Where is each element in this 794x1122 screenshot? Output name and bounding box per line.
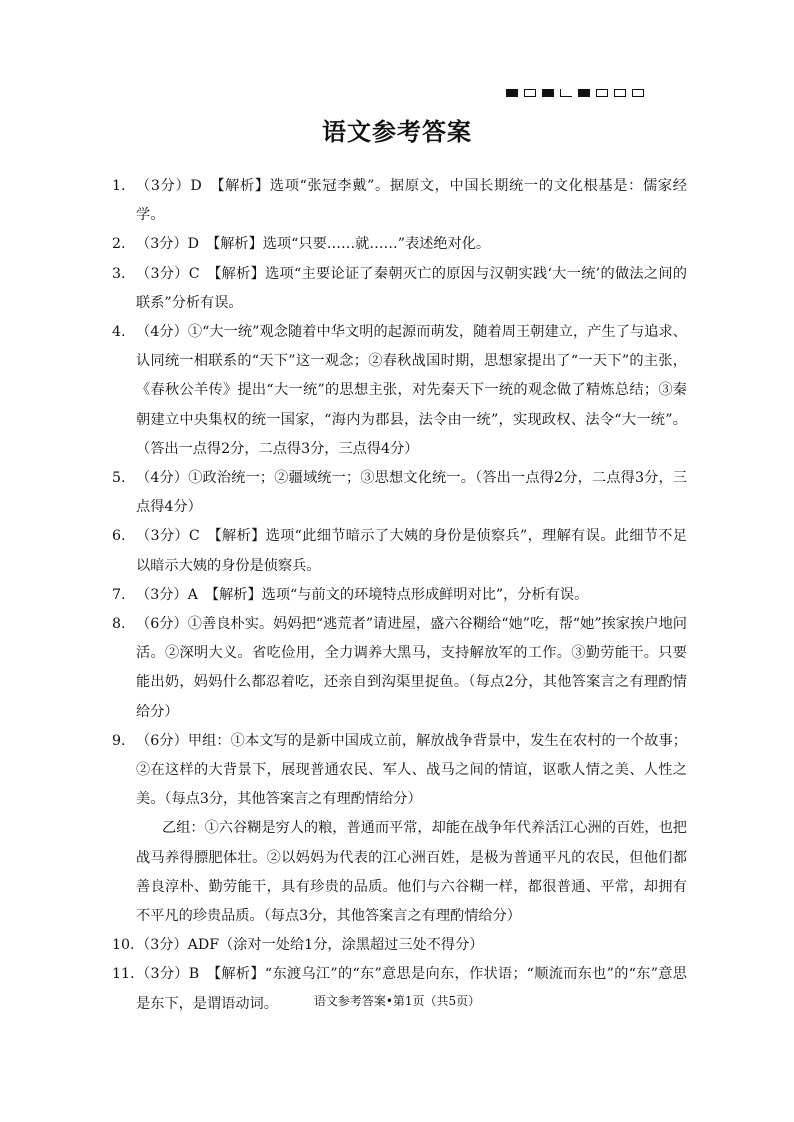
answer-mark	[506, 89, 518, 97]
answer-mark	[632, 89, 644, 97]
item-number: 9.	[112, 732, 126, 749]
item-text: （4分）①“大一统”观念随着中华文明的起源而萌发，随着周王朝建立，产生了与追求、认同统一相联系的“天下”这一观念；②春秋战国时期，思想家提出了“一天下”的主张，《春秋公羊传》提出“大一统”的思想主张，对先秦天下一统的观念做了精炼总结；③秦朝建立中央集权的统一国家，“海内为郡县，法令由一统”，实现政权、法令“大一统”。（答出一点得2分，二点得3分，三点得4分）	[136, 324, 687, 457]
answer-item-10	[112, 931, 687, 960]
item-text: （3分）C 【解析】选项“主要论证了秦朝灭亡的原因与汉朝实践‘大一统’的做法之间的联系”分析有误。	[136, 265, 687, 311]
item-number: 7.	[112, 586, 126, 603]
item-text: （6分）甲组：①本文写的是新中国成立前，解放战争背景中，发生在农村的一个故事；②在这样的大背景下，展现普通农民、军人、战马之间的情谊，讴歌人情之美、人性之美。（每点3分，其他答案言之有理酌情给分）	[136, 732, 687, 808]
answer-item-8	[112, 610, 687, 727]
answer-list	[112, 172, 687, 1019]
answer-item-3	[112, 260, 687, 318]
item-text: （3分）D 【解析】选项“张冠李戴”。据原文，中国长期统一的文化根基是：儒家经学。	[136, 178, 687, 224]
answer-mark	[614, 89, 626, 97]
item-number: 11.	[112, 966, 135, 983]
item-text: （3分）ADF（涂对一处给1分，涂黑超过三处不得分）	[136, 937, 484, 954]
answer-item-6	[112, 522, 687, 580]
item-number: 1.	[112, 178, 126, 194]
answer-item-4	[112, 318, 687, 464]
page-footer: 语文参考答案•第1页（共5页）	[313, 994, 481, 1008]
answer-item-9	[112, 727, 687, 931]
item-number: 8.	[112, 616, 126, 633]
answer-item-1	[112, 172, 687, 230]
item-text: （4分）①政治统一；②疆域统一；③思想文化统一。（答出一点得2分，二点得3分，三点得4分）	[136, 470, 687, 516]
answer-item-7	[112, 581, 687, 610]
item-number: 6.	[112, 528, 126, 545]
item-number: 5.	[112, 470, 126, 487]
answer-mark	[560, 89, 572, 97]
answer-item-5	[112, 464, 687, 522]
header-marks	[506, 89, 644, 97]
item-text: （3分）D 【解析】选项“只要……就……”表述绝对化。	[136, 236, 491, 253]
item-text: （6分）①善良朴实。妈妈把“逃荒者”请进屋，盛六谷糊给“她”吃，帮“她”挨家挨户地问活。②深明大义。省吃俭用，全力调养大黑马，支持解放军的工作。③勤劳能干。只要能出奶，妈妈什么都忍着吃，还亲自到沟渠里捉鱼。（每点2分，其他答案言之有理酌情给分）	[136, 616, 687, 720]
item-text: （3分）C 【解析】选项“此细节暗示了大姨的身份是侦察兵”，理解有误。此细节不足以暗示大姨的身份是侦察兵。	[136, 528, 687, 574]
item-number: 2.	[112, 236, 126, 253]
answer-mark	[578, 89, 590, 97]
item-number: 10.	[112, 937, 135, 954]
item-number: 4.	[112, 324, 126, 341]
answer-mark	[596, 89, 608, 97]
item-text: （3分）B 【解析】“东渡乌江”的“东”意思是向东，作状语；“顺流而东也”的“东”意思是东下，是谓语动词。	[136, 966, 687, 1012]
item-number: 3.	[112, 265, 126, 282]
item-text: （3分）A 【解析】选项“与前文的环境特点形成鲜明对比”，分析有误。	[136, 586, 589, 603]
page-title: 语文参考答案	[322, 117, 472, 146]
item-text-group-b: 乙组：①六谷糊是穷人的粮，普通而平常，却能在战争年代养活江心洲的百姓，也把战马养得膘肥体壮。②以妈妈为代表的江心洲百姓，是极为普通平凡的农民，但他们都善良淳朴、勤劳能干，具有珍贵的品质。他们与六谷糊一样，都很普通、平常，却拥有不平凡的珍贵品质。（每点3分，其他答案言之有理酌情给分）	[136, 820, 687, 925]
answer-mark	[524, 89, 536, 97]
answer-item-2	[112, 230, 687, 259]
answer-item-11	[112, 960, 687, 1018]
answer-mark	[542, 89, 554, 97]
